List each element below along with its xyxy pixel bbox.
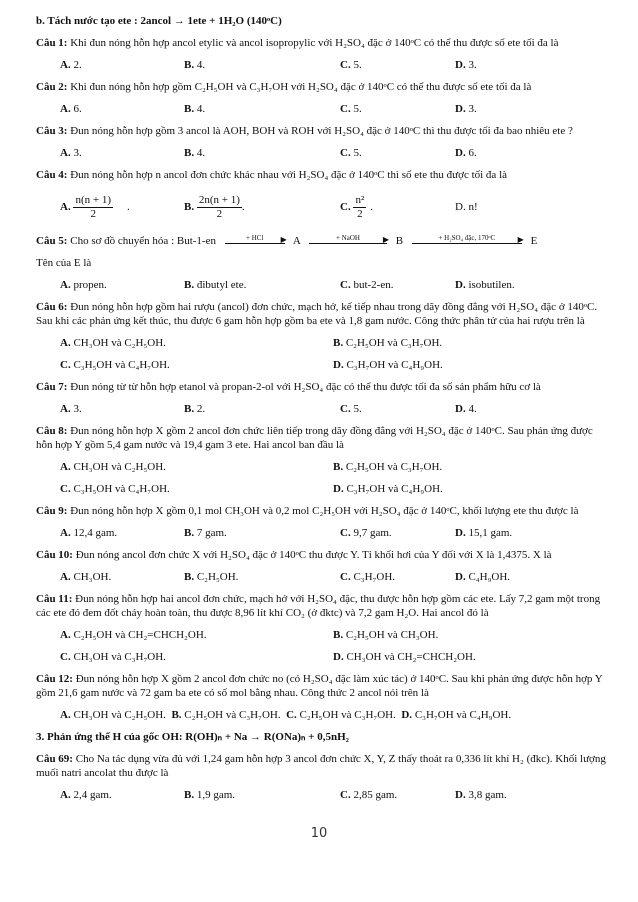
option-a[interactable]: A. CH₃OH và C₂H₅OH. xyxy=(60,461,166,473)
option-a[interactable]: A. 3. xyxy=(60,403,82,415)
option-c[interactable]: C. but-2-en. xyxy=(340,279,394,291)
option-d[interactable]: D. C₃H₇OH và C₄H₉OH. xyxy=(333,359,443,371)
option-a[interactable]: A. 6. xyxy=(60,103,82,115)
option-c[interactable]: C. 5. xyxy=(340,147,362,159)
option-b[interactable]: B. 2. xyxy=(184,403,206,415)
fraction-b: $\frac{2n(n + 1)}{2}$ xyxy=(198,193,240,220)
answers-12 xyxy=(36,708,606,722)
option-c[interactable]: C. 2,85 gam. xyxy=(340,789,398,801)
page-content xyxy=(36,14,606,802)
question-3: Câu 3: Đun nóng hỗn hợp gồm 3 ancol là AOH, BOH và ROH với H₂SO₄ đặc ở 140ᵒC thì thu được tối đa bao nhiêu ete ? xyxy=(36,125,573,137)
answers-9 xyxy=(36,526,606,540)
option-c[interactable]: C. CH₃OH và C₃H₇OH. xyxy=(60,651,166,663)
option-b[interactable]: B. $\frac{2n(n + 1)}{2}$ . xyxy=(184,193,245,220)
option-b[interactable]: B. 4. xyxy=(184,147,206,159)
option-c[interactable]: C. $\frac{\text{n²}}{2}$ . xyxy=(340,193,374,220)
section-heading-b: b. Tách nước tạo ete : 2ancol → 1ete + 1H₂O (140ᵒC) xyxy=(36,15,282,27)
answers-2 xyxy=(36,102,606,116)
option-b[interactable]: B. 1,9 gam. xyxy=(184,789,236,801)
option-a[interactable]: A. 3. xyxy=(60,147,82,159)
option-d[interactable]: D. 3. xyxy=(455,103,477,115)
option-c[interactable]: C. C₃H₅OH và C₄H₇OH. xyxy=(60,359,170,371)
question-5-sub: Tên của E là xyxy=(36,257,92,269)
option-a[interactable]: A. CH₃OH và C₂H₅OH. xyxy=(60,709,166,721)
question-9: Câu 9: Đun nóng hỗn hợp X gồm 0,1 mol CH₃OH và 0,2 mol C₂H₅OH với H₂SO₄ đặc ở 140ᵒC, khối lượng ete thu được là xyxy=(36,505,579,517)
option-c[interactable]: C. 9,7 gam. xyxy=(340,527,392,539)
question-2: Câu 2: Khi đun nóng hỗn hợp gồm C₂H₅OH và C₃H₇OH với H₂SO₄ đặc ở 140ᵒC có thể thu được số ete tối đa là xyxy=(36,81,532,93)
option-c[interactable]: C. C₂H₅OH và C₃H₇OH. xyxy=(286,709,396,721)
option-b[interactable]: B. C₂H₅OH. xyxy=(184,571,239,583)
question-6: Câu 6: Đun nóng hỗn hợp gồm hai rượu (ancol) đơn chức, mạch hở, kế tiếp nhau trong dãy đồng đẳng với H₂SO₄ đặc ở 140ᵒC. Sau khi các phản ứng kết thúc, thu được 6 gam hỗn hợp gồm ba ete và 1,8 gam nước. Công thức phân tử của hai rượu trên là xyxy=(36,301,598,327)
answers-69 xyxy=(36,788,606,802)
option-b[interactable]: B. C₂H₅OH và CH₃OH. xyxy=(333,629,439,641)
page-number: 10 xyxy=(310,826,328,841)
option-a[interactable]: A. C₂H₅OH và CH₂=CHCH₂OH. xyxy=(60,629,207,641)
answers-11b xyxy=(36,650,606,664)
option-a[interactable]: A. CH₃OH. xyxy=(60,571,112,583)
option-b[interactable]: B. C₂H₅OH và C₃H₇OH. xyxy=(333,461,443,473)
option-d[interactable]: D. 15,1 gam. xyxy=(455,527,513,539)
option-d[interactable]: D. 3. xyxy=(455,59,477,71)
option-a[interactable]: A. 2. xyxy=(60,59,82,71)
option-a[interactable]: A. CH₃OH và C₂H₅OH. xyxy=(60,337,166,349)
fraction-a: $\frac{n(n + 1)}{2}$ xyxy=(75,193,111,220)
answers-3 xyxy=(36,146,606,160)
option-c[interactable]: C. 5. xyxy=(340,103,362,115)
option-a[interactable]: A. $\frac{n(n + 1)}{2}$ . xyxy=(60,193,130,220)
option-c[interactable]: C. 5. xyxy=(340,59,362,71)
question-10: Câu 10: Đun nóng ancol đơn chức X với H₂SO₄ đặc ở 140ᵒC thu được Y. Tỉ khối hơi của Y đối với X là 1,4375. X là xyxy=(36,549,552,561)
arrow-naoh: + NaOH ▶ xyxy=(309,235,387,247)
option-d[interactable]: D. C₄H₉OH. xyxy=(455,571,511,583)
answers-5 xyxy=(36,278,606,292)
option-b[interactable]: B. C₂H₅OH và C₃H₇OH. xyxy=(171,709,281,721)
option-d[interactable]: D. n! xyxy=(455,201,478,213)
answers-6b xyxy=(36,358,606,372)
fraction-c: $\frac{\text{n²}}{2}$ xyxy=(355,193,365,220)
answers-4 xyxy=(36,188,606,226)
answers-8b xyxy=(36,482,606,496)
question-12: Câu 12: Đun nóng hỗn hợp X gồm 2 ancol đơn chức no (có H₂SO₄ đặc làm xúc tác) ở 140ᵒC. Sau khi phản ứng được hỗn hợp Y gồm 21,6 gam nước và 72 gam ba ete có số mol bằng nhau. Công thức 2 ancol nói trên là xyxy=(36,673,603,699)
option-a[interactable]: A. 12,4 gam. xyxy=(60,527,118,539)
answers-7 xyxy=(36,402,606,416)
option-b[interactable]: B. 4. xyxy=(184,59,206,71)
option-a[interactable]: A. 2,4 gam. xyxy=(60,789,112,801)
option-d[interactable]: D. isobutilen. xyxy=(455,279,515,291)
option-b[interactable]: B. C₂H₅OH và C₃H₇OH. xyxy=(333,337,443,349)
option-c[interactable]: C. 5. xyxy=(340,403,362,415)
answers-1 xyxy=(36,58,606,72)
option-b[interactable]: B. 4. xyxy=(184,103,206,115)
option-a[interactable]: A. propen. xyxy=(60,279,107,291)
option-c[interactable]: C. C₃H₅OH và C₄H₇OH. xyxy=(60,483,170,495)
option-b[interactable]: B. 7 gam. xyxy=(184,527,227,539)
answers-6a xyxy=(36,336,606,350)
question-11: Câu 11: Đun nóng hỗn hợp hai ancol đơn chức, mạch hở với H₂SO₄ đặc, thu được hỗn hợp gồm các ete. Lấy 7,2 gam một trong các ete đó đem đốt cháy hoàn toàn, thu được 8,96 lít khí CO₂ (ở đktc) và 7,2 gam H₂O. Hai ancol đó là xyxy=(36,593,601,619)
question-7: Câu 7: Đun nóng từ từ hỗn hợp etanol và propan-2-ol với H₂SO₄ đặc có thể thu được tối đa số sản phẩm hữu cơ là xyxy=(36,381,541,393)
question-5: Câu 5: Cho sơ đồ chuyển hóa : But-1-en + HCl ▶ A + NaOH ▶ B + H₂SO₄ đặc, 170ᵒC ▶ E xyxy=(36,234,538,247)
question-4: Câu 4: Đun nóng hỗn hợp n ancol đơn chức khác nhau với H₂SO₄ đặc ở 140ᵒC thì số ete thu được tối đa là xyxy=(36,169,508,181)
answers-11a xyxy=(36,628,606,642)
arrow-hcl: + HCl ▶ xyxy=(225,235,285,247)
question-8: Câu 8: Đun nóng hỗn hợp X gồm 2 ancol đơn chức liên tiếp trong dãy đồng đẳng với H₂SO₄ đặc ở 140ᵒC. Sau phản ứng được hỗn hợp Y gồm 5,4 gam nước và 19,4 gam 3 ete. Hai ancol ban đầu là xyxy=(36,425,593,451)
answers-8a xyxy=(36,460,606,474)
option-d[interactable]: D. 4. xyxy=(455,403,477,415)
question-69: Câu 69: Cho Na tác dụng vừa đủ với 1,24 gam hỗn hợp 3 ancol đơn chức X, Y, Z thấy thoát ra 0,336 lít khí H₂ (đkc). Khối lượng muối natri ancolat thu được là xyxy=(36,753,606,779)
option-d[interactable]: D. 6. xyxy=(455,147,477,159)
option-c[interactable]: C. C₃H₇OH. xyxy=(340,571,396,583)
option-b[interactable]: B. đibutyl ete. xyxy=(184,279,247,291)
answers-10 xyxy=(36,570,606,584)
option-d[interactable]: D. 3,8 gam. xyxy=(455,789,507,801)
question-1: Câu 1: Khi đun nóng hỗn hợp ancol etylic và ancol isopropylic với H₂SO₄ đặc ở 140ᵒC có thể thu được số ete tối đa là xyxy=(36,37,559,49)
arrow-h2so4: + H₂SO₄ đặc, 170ᵒC ▶ xyxy=(412,235,522,247)
option-d[interactable]: D. C₃H₇OH và C₄H₉OH. xyxy=(401,709,512,721)
option-d[interactable]: D. C₃H₇OH và C₄H₉OH. xyxy=(333,483,443,495)
section-heading-3: 3. Phản ứng thế H của gốc OH: R(OH)ₙ + Na → R(ONa)ₙ + 0,5nH₂ xyxy=(36,731,349,743)
option-d[interactable]: D. CH₃OH và CH₂=CHCH₂OH. xyxy=(333,651,476,663)
